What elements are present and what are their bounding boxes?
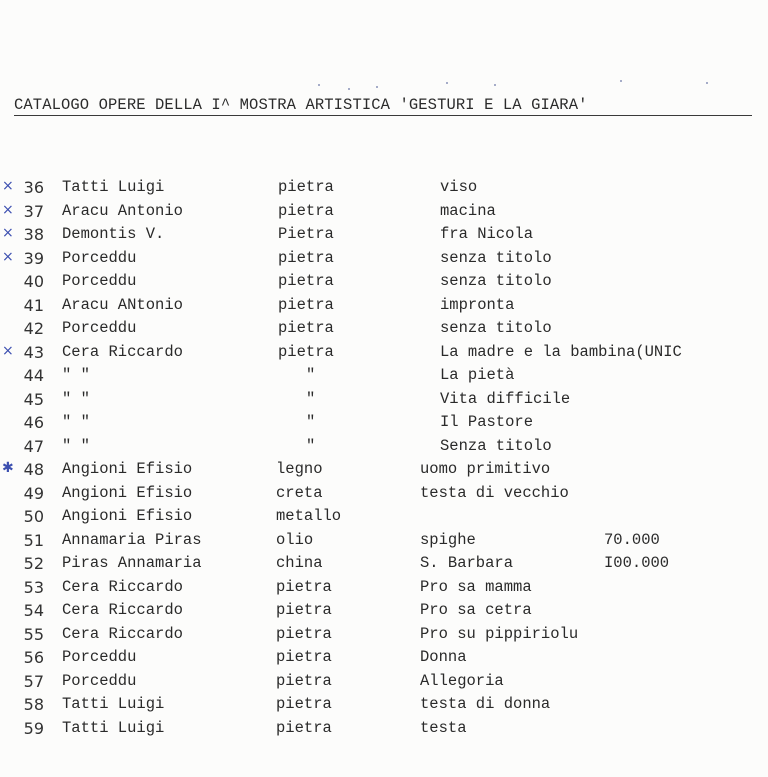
entry-number: 40 [23,272,44,291]
entry-price: 70.000 [604,530,660,549]
entry-material: Pietra [278,225,334,243]
entry-material: " [306,389,316,408]
entry-material: pietra [278,342,334,361]
entry-material: pietra [278,272,334,290]
entry-artist: " " [62,413,90,431]
catalog-entry [0,225,768,249]
entry-material: creta [276,483,323,502]
entry-title: S. Barbara [420,554,514,572]
catalog-entry [0,578,768,602]
catalog-entry [0,202,768,226]
catalog-entry [0,390,768,414]
entry-material: " [306,436,316,455]
entry-title: La pietà [440,366,515,384]
entry-number: 43 [23,342,44,362]
entry-material: " [306,413,316,431]
entry-number: 37 [23,201,44,221]
entry-number: 45 [23,389,44,409]
entry-artist: Cera Riccardo [62,577,183,596]
entry-artist: Porceddu [62,671,137,690]
entry-title: testa di donna [420,695,551,713]
entry-mark: × [2,178,14,194]
entry-material: pietra [278,178,334,196]
entry-material: pietra [278,201,334,220]
entry-title: senza titolo [440,319,552,337]
entry-artist: Angioni Efisio [62,460,193,478]
catalog-entry [0,319,768,343]
entry-material: china [276,554,323,572]
entry-title: macina [440,201,496,220]
entry-material: pietra [276,695,332,713]
entry-material: legno [276,460,323,478]
entry-material: pietra [276,718,332,737]
entry-title: La madre e la bambina(UNIC [440,342,682,361]
catalog-entry [0,460,768,484]
entry-material: pietra [276,577,332,596]
entry-number: 53 [23,577,44,597]
catalog-entry [0,507,768,531]
entry-artist: Angioni Efisio [62,507,193,525]
catalog-entry [0,437,768,461]
entry-material: pietra [276,671,332,690]
entry-title: senza titolo [440,272,552,290]
ink-speck [446,82,448,84]
entry-number: 46 [23,413,44,432]
entry-artist: Cera Riccardo [62,624,183,643]
entry-title: spighe [420,530,476,549]
catalog-entry [0,672,768,696]
entry-material: pietra [276,648,332,666]
ink-speck [620,80,622,82]
ink-speck [494,84,496,86]
entry-title: Donna [420,648,467,666]
entry-number: 57 [23,671,44,691]
entry-number: 41 [23,295,44,315]
entry-number: 36 [23,178,44,197]
entry-mark: × [2,248,14,265]
entry-material: metallo [276,507,342,525]
ink-speck [348,88,350,90]
ink-speck [376,86,378,88]
entry-title: Allegoria [420,671,504,690]
entry-price: I00.000 [604,554,670,572]
entry-title: impronta [440,295,515,314]
catalog-entry [0,366,768,390]
entry-material: pietra [276,624,332,643]
entry-material: pietra [278,295,334,314]
catalog-entry [0,648,768,672]
entry-title: fra Nicola [440,225,534,243]
entry-number: 42 [23,319,44,338]
entry-mark: × [2,225,14,241]
entry-number: 49 [23,483,44,503]
entry-material: pietra [278,248,334,267]
entry-artist: Angioni Efisio [62,483,193,502]
entry-artist: Tatti Luigi [62,718,165,737]
entry-artist: Porceddu [62,319,137,337]
entry-title: Il Pastore [440,413,534,431]
catalog-list [0,178,768,742]
entry-artist: Annamaria Piras [62,530,202,549]
entry-material: olio [276,530,314,549]
catalog-entry [0,554,768,578]
entry-number: 54 [23,601,44,620]
entry-title: Pro sa mamma [420,577,532,596]
entry-title: viso [440,178,478,196]
catalog-entry [0,178,768,202]
entry-number: 39 [23,248,44,268]
catalog-entry [0,413,768,437]
entry-title: senza titolo [440,248,552,267]
catalog-title: CATALOGO OPERE DELLA I^ MOSTRA ARTISTICA 'GESTURI E LA GIARA' [14,96,588,114]
entry-artist: Porceddu [62,648,137,666]
catalog-entry [0,343,768,367]
entry-title: Pro sa cetra [420,601,532,619]
catalog-entry [0,531,768,555]
entry-artist: Porceddu [62,272,137,290]
entry-mark: ✱ [2,460,14,476]
entry-number: 52 [23,554,44,573]
catalog-entry [0,296,768,320]
entry-artist: " " [62,389,90,408]
entry-artist: Demontis V. [62,225,165,243]
entry-number: 48 [23,460,44,479]
entry-mark: × [2,201,14,218]
entry-number: 56 [23,648,44,667]
entry-artist: Piras Annamaria [62,554,202,572]
entry-material: pietra [278,319,334,337]
ink-speck [318,84,320,86]
entry-title: Senza titolo [440,436,552,455]
entry-title: Pro su pippiriolu [420,624,579,643]
catalog-entry [0,601,768,625]
entry-title: testa di vecchio [420,483,569,502]
entry-artist: Cera Riccardo [62,601,183,619]
catalog-entry [0,272,768,296]
ink-speck [706,82,708,84]
entry-artist: Aracu Antonio [62,201,183,220]
entry-number: 51 [23,530,44,550]
entry-artist: Cera Riccardo [62,342,183,361]
entry-number: 50 [23,507,44,526]
entry-artist: " " [62,436,90,455]
entry-number: 55 [23,624,44,644]
catalog-entry [0,695,768,719]
entry-artist: Aracu ANtonio [62,295,183,314]
entry-artist: Tatti Luigi [62,695,165,713]
entry-number: 59 [23,718,44,738]
entry-artist: " " [62,366,90,384]
title-underline [14,115,752,116]
entry-number: 38 [23,225,44,244]
entry-material: " [306,366,316,384]
entry-title: uomo primitivo [420,460,551,478]
entry-artist: Porceddu [62,248,137,267]
entry-number: 47 [23,436,44,456]
entry-material: pietra [276,601,332,619]
entry-title: Vita difficile [440,389,571,408]
catalog-entry [0,484,768,508]
entry-mark: × [2,342,14,359]
entry-number: 58 [23,695,44,714]
catalog-entry [0,719,768,743]
entry-title: testa [420,718,467,737]
catalog-entry [0,249,768,273]
entry-artist: Tatti Luigi [62,178,165,196]
entry-number: 44 [23,366,44,385]
catalog-entry [0,625,768,649]
